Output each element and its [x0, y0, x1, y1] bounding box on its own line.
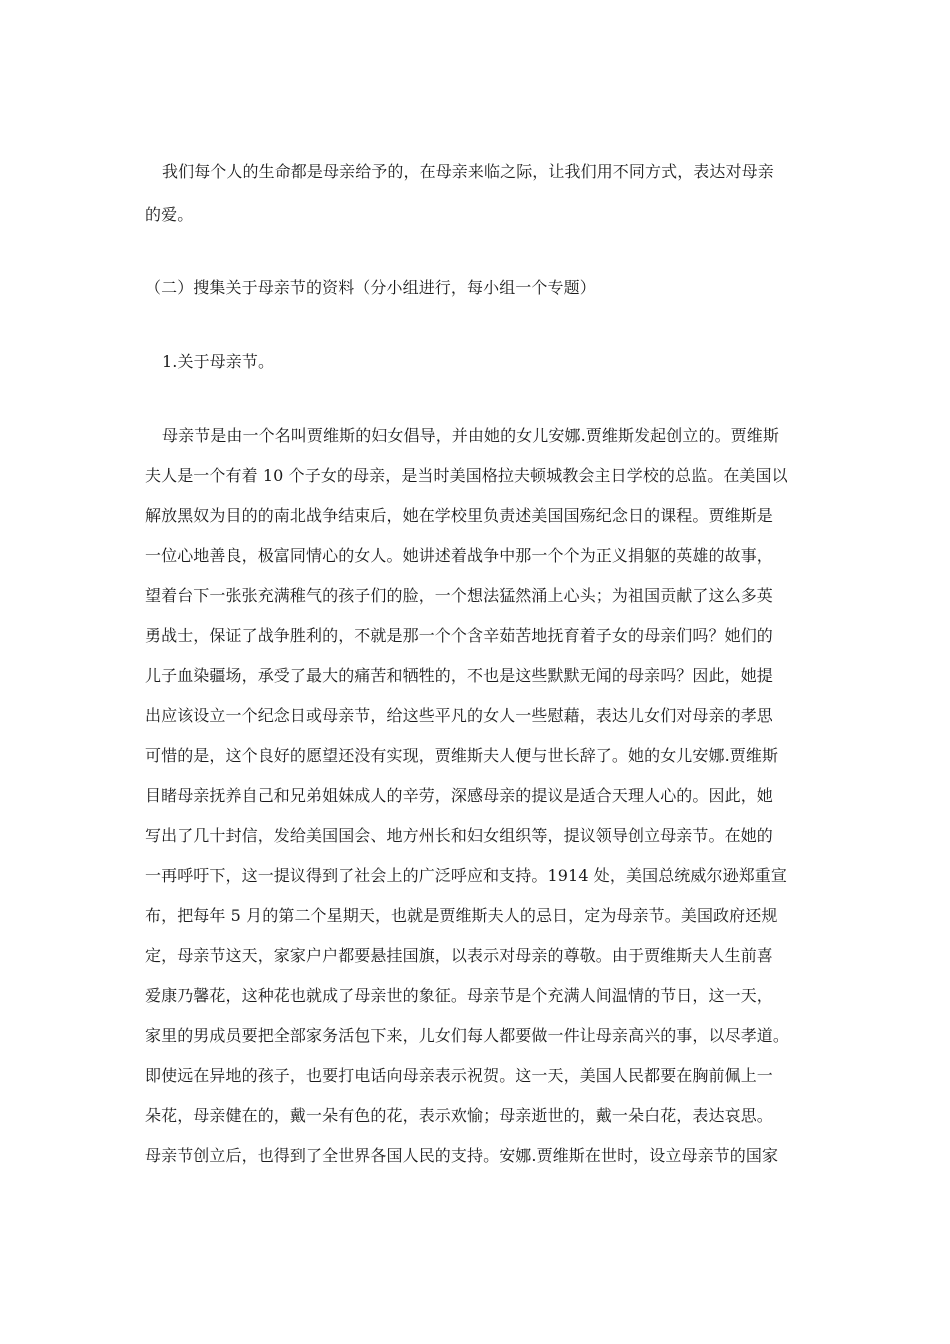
body-line-2: 夫人是一个有着 10 个子女的母亲，是当时美国格拉夫顿城教会主日学校的总监。在美国以 — [145, 466, 788, 485]
body-line-19: 母亲节创立后，也得到了全世界各国人民的支持。安娜.贾维斯在世时，设立母亲节的国家 — [145, 1146, 779, 1165]
body-line-16: 家里的男成员要把全部家务活包下来，儿女们每人都要做一件让母亲高兴的事，以尽孝道。 — [145, 1026, 790, 1045]
body-line-10: 目睹母亲抚养自己和兄弟姐妹成人的辛劳，深感母亲的提议是适合天理人心的。因此，她 — [145, 786, 773, 805]
body-line-8: 出应该设立一个纪念日或母亲节，给这些平凡的女人一些慰藉，表达儿女们对母亲的孝思 — [145, 706, 773, 725]
body-line-18: 朵花，母亲健在的，戴一朵有色的花，表示欢愉；母亲逝世的，戴一朵白花，表达哀思。 — [145, 1106, 773, 1125]
intro-line-1: 我们每个人的生命都是母亲给予的，在母亲来临之际，让我们用不同方式，表达对母亲 — [162, 162, 774, 181]
body-line-12: 一再呼吁下，这一提议得到了社会上的广泛呼应和支持。1914 处，美国总统威尔逊郑重宣 — [145, 866, 788, 885]
body-line-15: 爱康乃馨花，这种花也就成了母亲世的象征。母亲节是个充满人间温情的节日，这一天， — [145, 986, 773, 1005]
body-line-9: 可惜的是，这个良好的愿望还没有实现，贾维斯夫人便与世长辞了。她的女儿安娜.贾维斯 — [145, 746, 779, 765]
body-line-11: 写出了几十封信，发给美国国会、地方州长和妇女组织等，提议领导创立母亲节。在她的 — [145, 826, 773, 845]
subheading: 1.关于母亲节。 — [162, 352, 275, 371]
body-line-5: 望着台下一张张充满稚气的孩子们的脸，一个想法猛然涌上心头；为祖国贡献了这么多英 — [145, 586, 773, 605]
body-line-17: 即使远在异地的孩子，也要打电话向母亲表示祝贺。这一天，美国人民都要在胸前佩上一 — [145, 1066, 773, 1085]
intro-line-2: 的爱。 — [145, 205, 194, 224]
body-line-3: 解放黑奴为目的的南北战争结束后，她在学校里负责述美国国殇纪念日的课程。贾维斯是 — [145, 506, 773, 525]
body-line-13: 布，把每年 5 月的第二个星期天，也就是贾维斯夫人的忌日，定为母亲节。美国政府还规 — [145, 906, 778, 925]
body-line-6: 勇战士，保证了战争胜利的，不就是那一个个含辛茹苦地抚育着子女的母亲们吗？她们的 — [145, 626, 773, 645]
body-line-7: 儿子血染疆场，承受了最大的痛苦和牺牲的，不也是这些默默无闻的母亲吗？因此，她提 — [145, 666, 773, 685]
body-line-1: 母亲节是由一个名叫贾维斯的妇女倡导，并由她的女儿安娜.贾维斯发起创立的。贾维斯 — [162, 426, 779, 445]
body-line-14: 定，母亲节这天，家家户户都要悬挂国旗，以表示对母亲的尊敬。由于贾维斯夫人生前喜 — [145, 946, 773, 965]
section-heading: （二）搜集关于母亲节的资料（分小组进行，每小组一个专题） — [145, 278, 596, 297]
body-line-4: 一位心地善良，极富同情心的女人。她讲述着战争中那一个个为正义捐躯的英雄的故事， — [145, 546, 773, 565]
